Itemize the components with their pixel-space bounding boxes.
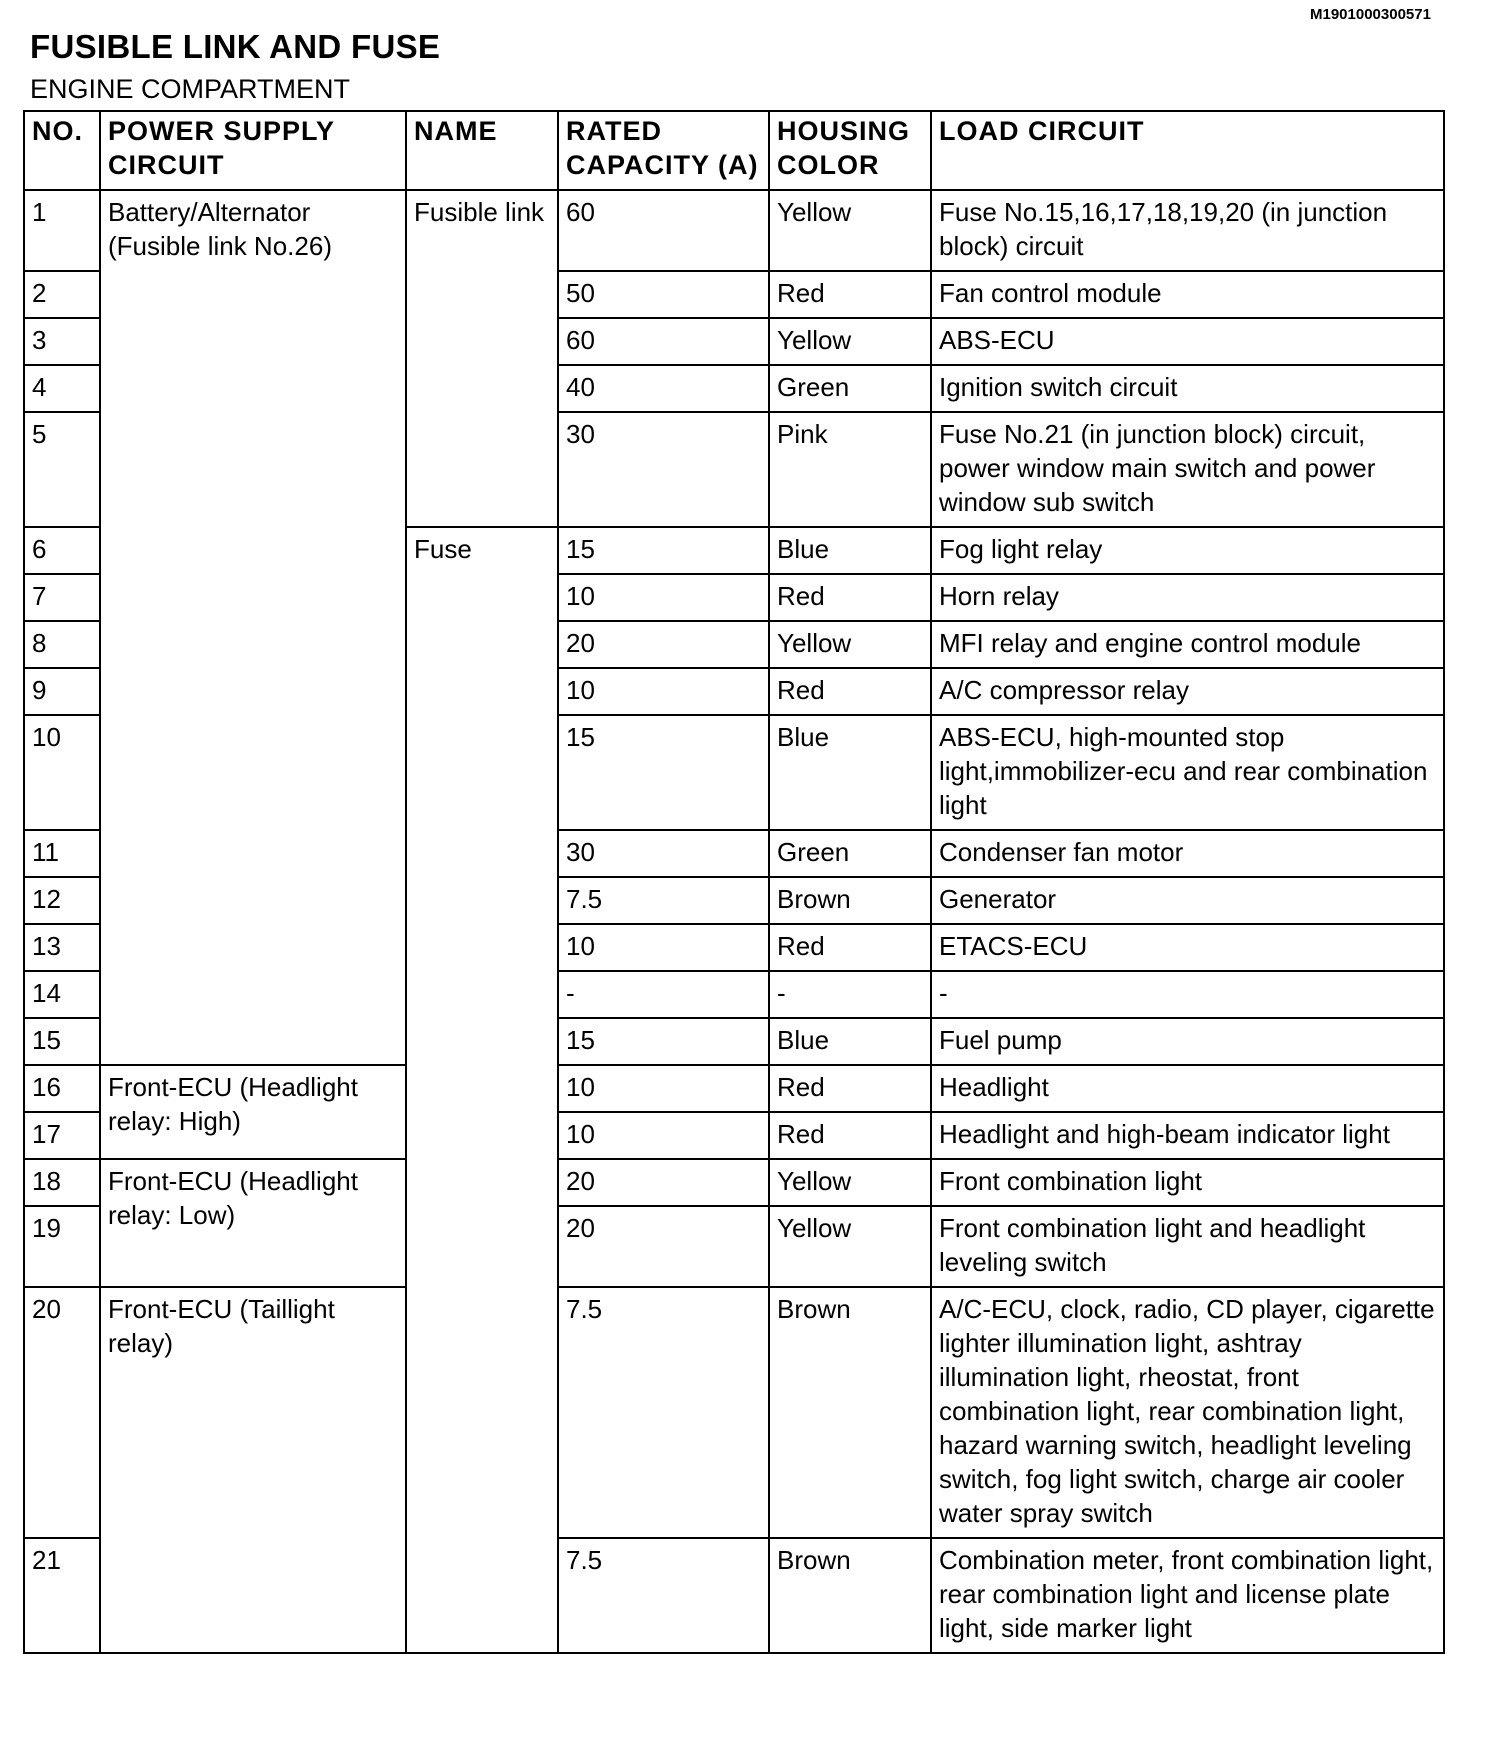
header-no: NO. [24,111,100,190]
row-no: 8 [24,621,100,668]
row-no: 20 [24,1287,100,1538]
rated-capacity: 7.5 [558,1287,769,1538]
component-name: Fusible link [406,190,558,527]
power-supply-circuit: Front-ECU (Taillight relay) [100,1287,406,1653]
table-row [24,1065,1444,1112]
rated-capacity: 30 [558,412,769,527]
load-circuit: Fuse No.15,16,17,18,19,20 (in junction block) circuit [931,190,1444,271]
row-no: 9 [24,668,100,715]
housing-color: Pink [769,412,931,527]
row-no: 10 [24,715,100,830]
load-circuit: Ignition switch circuit [931,365,1444,412]
rated-capacity: 40 [558,365,769,412]
power-supply-circuit: Front-ECU (Headlight relay: High) [100,1065,406,1159]
header-rated-capacity: RATED CAPACITY (A) [558,111,769,190]
rated-capacity: 10 [558,924,769,971]
housing-color: Red [769,1065,931,1112]
housing-color: Brown [769,1538,931,1653]
table-header-row [24,111,1444,190]
housing-color: Blue [769,1018,931,1065]
load-circuit: Headlight [931,1065,1444,1112]
rated-capacity: 60 [558,190,769,271]
fuse-table [23,110,1445,1654]
load-circuit: ABS-ECU [931,318,1444,365]
housing-color: Green [769,830,931,877]
housing-color: Red [769,1112,931,1159]
housing-color: Blue [769,527,931,574]
load-circuit: Fuse No.21 (in junction block) circuit, power window main switch and power window sub switch [931,412,1444,527]
rated-capacity: 20 [558,621,769,668]
page-subtitle: ENGINE COMPARTMENT [30,74,351,104]
table-row [24,1159,1444,1206]
load-circuit: MFI relay and engine control module [931,621,1444,668]
row-no: 13 [24,924,100,971]
rated-capacity: 15 [558,527,769,574]
housing-color: Yellow [769,318,931,365]
housing-color: Brown [769,1287,931,1538]
header-name: NAME [406,111,558,190]
load-circuit: - [931,971,1444,1018]
document-id: M1901000300571 [1310,6,1431,23]
row-no: 21 [24,1538,100,1653]
power-supply-circuit: Battery/Alternator (Fusible link No.26) [100,190,406,1065]
rated-capacity: 15 [558,1018,769,1065]
component-name: Fuse [406,527,558,1653]
load-circuit: Horn relay [931,574,1444,621]
rated-capacity: 30 [558,830,769,877]
row-no: 7 [24,574,100,621]
load-circuit: Headlight and high-beam indicator light [931,1112,1444,1159]
row-no: 16 [24,1065,100,1112]
rated-capacity: 20 [558,1159,769,1206]
row-no: 12 [24,877,100,924]
row-no: 18 [24,1159,100,1206]
housing-color: Red [769,271,931,318]
load-circuit: Combination meter, front combination light, rear combination light and license plate light, side marker light [931,1538,1444,1653]
row-no: 15 [24,1018,100,1065]
housing-color: Red [769,574,931,621]
row-no: 5 [24,412,100,527]
housing-color: Red [769,924,931,971]
table-row [24,1287,1444,1538]
power-supply-circuit: Front-ECU (Headlight relay: Low) [100,1159,406,1287]
housing-color: Brown [769,877,931,924]
load-circuit: ABS-ECU, high-mounted stop light,immobilizer-ecu and rear combination light [931,715,1444,830]
load-circuit: Front combination light and headlight leveling switch [931,1206,1444,1287]
rated-capacity: 7.5 [558,1538,769,1653]
row-no: 14 [24,971,100,1018]
row-no: 6 [24,527,100,574]
row-no: 4 [24,365,100,412]
header-power-supply: POWER SUPPLY CIRCUIT [100,111,406,190]
row-no: 17 [24,1112,100,1159]
rated-capacity: 7.5 [558,877,769,924]
load-circuit: Generator [931,877,1444,924]
row-no: 1 [24,190,100,271]
load-circuit: Condenser fan motor [931,830,1444,877]
load-circuit: Fuel pump [931,1018,1444,1065]
housing-color: Yellow [769,621,931,668]
load-circuit: Front combination light [931,1159,1444,1206]
rated-capacity: 10 [558,1112,769,1159]
load-circuit: A/C-ECU, clock, radio, CD player, cigarette lighter illumination light, ashtray illumination light, rheostat, front combination light, rear combination light, hazard warning switch, headlight leveling switch, fog light switch, charge air cooler water spray switch [931,1287,1444,1538]
rated-capacity: 50 [558,271,769,318]
load-circuit: ETACS-ECU [931,924,1444,971]
rated-capacity: 10 [558,574,769,621]
rated-capacity: - [558,971,769,1018]
housing-color: - [769,971,931,1018]
row-no: 11 [24,830,100,877]
row-no: 2 [24,271,100,318]
housing-color: Blue [769,715,931,830]
header-housing-color: HOUSING COLOR [769,111,931,190]
load-circuit: A/C compressor relay [931,668,1444,715]
header-load-circuit: LOAD CIRCUIT [931,111,1444,190]
row-no: 3 [24,318,100,365]
housing-color: Yellow [769,190,931,271]
rated-capacity: 10 [558,1065,769,1112]
row-no: 19 [24,1206,100,1287]
rated-capacity: 60 [558,318,769,365]
load-circuit: Fan control module [931,271,1444,318]
rated-capacity: 10 [558,668,769,715]
housing-color: Yellow [769,1159,931,1206]
page-title: FUSIBLE LINK AND FUSE [30,28,441,65]
rated-capacity: 15 [558,715,769,830]
load-circuit: Fog light relay [931,527,1444,574]
rated-capacity: 20 [558,1206,769,1287]
table-row [24,190,1444,271]
housing-color: Green [769,365,931,412]
housing-color: Yellow [769,1206,931,1287]
housing-color: Red [769,668,931,715]
